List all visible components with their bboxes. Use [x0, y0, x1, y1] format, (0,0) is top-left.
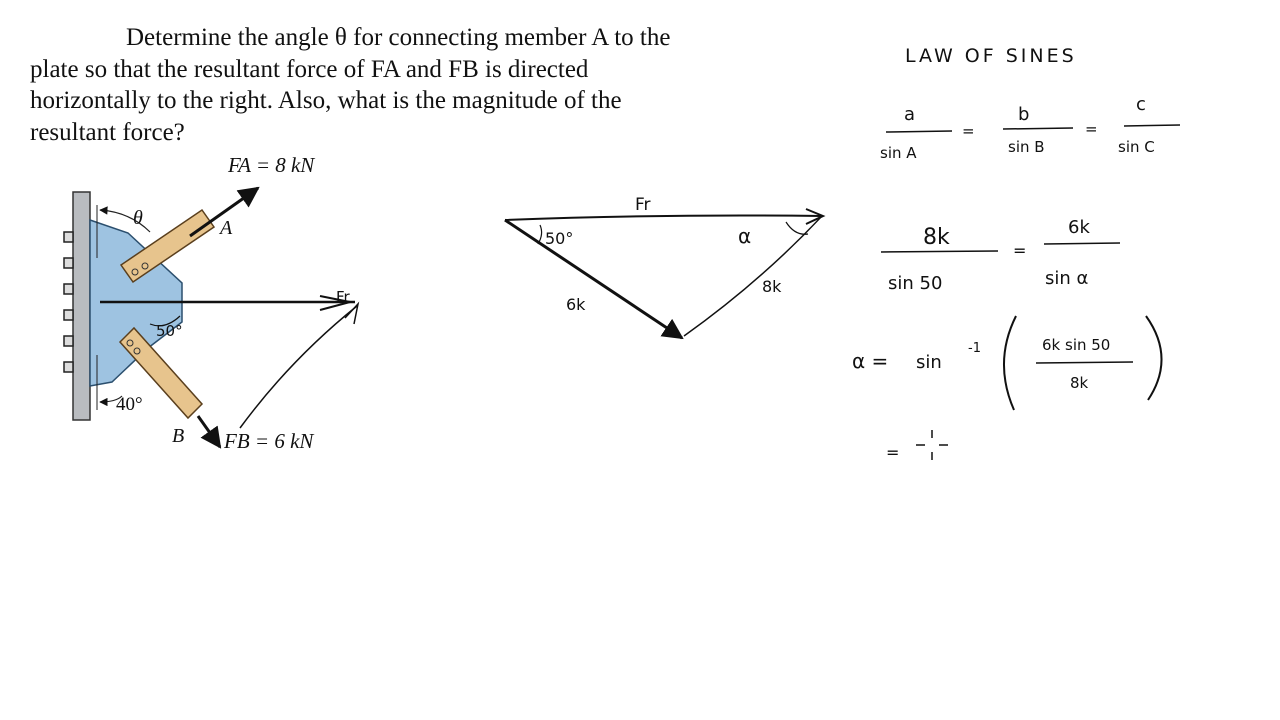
triangle-side-6k: 6k	[566, 295, 586, 314]
problem-text: Determine the angle θ for connecting member A to the plate so that the resultant force of FA and FB is directed horizontally to the right. Also, what is the magnitude of the resultant force?	[30, 24, 671, 146]
eq2-num1: 8k	[923, 225, 950, 250]
eq1-b: b	[1018, 104, 1030, 125]
label-a: A	[220, 217, 233, 239]
fa-label: FA = 8 kN	[228, 153, 315, 177]
eq3-lhs: α =	[852, 349, 889, 373]
textbook-figure	[64, 153, 358, 453]
fb-label: FB = 6 kN	[224, 429, 314, 453]
triangle-alpha: α	[738, 224, 752, 248]
eq1-eq2: =	[1085, 120, 1098, 138]
eq1-sinb: sin B	[1008, 138, 1045, 156]
theta-label: θ	[133, 207, 143, 229]
eq1-sina: sin A	[880, 144, 917, 162]
eq1-sinc: sin C	[1118, 138, 1155, 156]
eq2-den2: sin α	[1045, 268, 1089, 289]
fr-handwritten: Fr	[336, 288, 350, 306]
force-fb-arrow	[198, 416, 220, 447]
triangle-fr-label: Fr	[635, 195, 651, 215]
eq3-exp: -1	[968, 341, 981, 356]
notes-heading: LAW OF SINES	[905, 45, 1077, 67]
eq1-c: c	[1136, 94, 1146, 115]
label-b: B	[172, 425, 185, 447]
angle-40-label: 40°	[116, 394, 143, 415]
triangle-side-8k: 8k	[762, 277, 782, 296]
eq2-den1: sin 50	[888, 273, 943, 294]
angle-50-handwritten: 50°	[156, 322, 183, 340]
eq4-lhs: =	[886, 443, 900, 462]
force-triangle	[505, 195, 823, 338]
eq3-num: 6k sin 50	[1042, 336, 1111, 354]
crosshair-cursor-icon	[916, 430, 948, 460]
law-of-sines-notes	[852, 45, 1180, 462]
eq3-func: sin	[916, 352, 942, 373]
eq2-eq: =	[1013, 241, 1027, 260]
eq3-den: 8k	[1070, 374, 1089, 392]
wall	[73, 192, 90, 420]
eq1-eq1: =	[962, 122, 975, 140]
eq2-num2: 6k	[1068, 217, 1090, 238]
triangle-angle-50: 50°	[545, 229, 574, 248]
eq1-a: a	[904, 104, 916, 125]
